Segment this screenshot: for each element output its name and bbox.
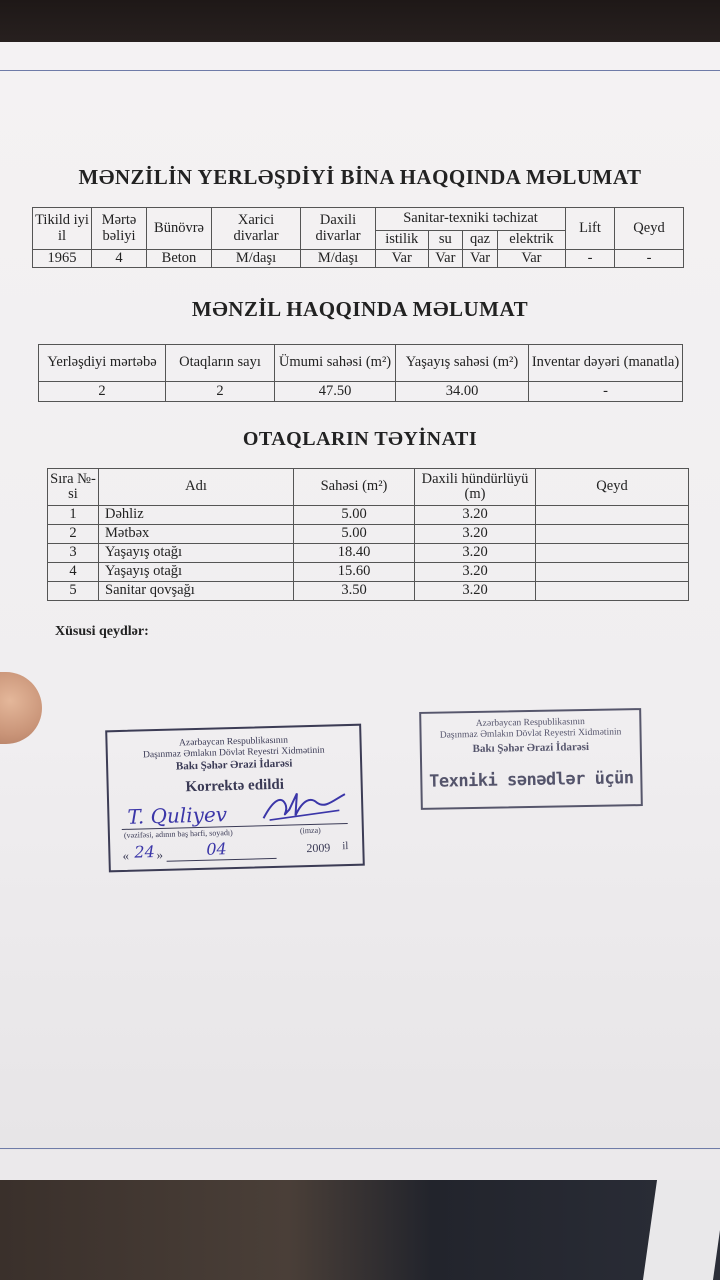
cell-name: Yaşayış otağı <box>99 563 294 582</box>
handwritten-name: T. Quliyev <box>127 802 228 829</box>
sign-caption: (imza) <box>299 825 321 836</box>
background-bottom <box>0 1180 720 1280</box>
cell-no: 4 <box>48 563 99 582</box>
cell-total-area: 47.50 <box>275 382 396 402</box>
header-height: Daxili hündürlüyü (m) <box>415 469 536 506</box>
stamp-line-3: Bakı Şəhər Ərazi İdarəsi <box>175 757 293 773</box>
header-no: Sıra №-si <box>48 469 99 506</box>
paper-corner <box>643 1180 720 1280</box>
building-info-title: MƏNZİLİN YERLƏŞDİYİ BİNA HAQQINDA MƏLUMAT <box>78 165 642 189</box>
cell-room-note <box>536 563 689 582</box>
special-notes-label: Xüsusi qeydlər: <box>55 624 149 639</box>
rooms-table <box>47 468 689 601</box>
cell-room-note <box>536 506 689 525</box>
header-room-note: Qeyd <box>536 469 689 506</box>
header-electric: elektrik <box>497 231 565 250</box>
rooms-purpose-title: OTAQLARIN TƏYİNATI <box>242 428 478 450</box>
apartment-info-table <box>38 344 683 402</box>
cell-electric: Var <box>497 250 565 268</box>
header-built-year: Tikild iyi il <box>33 208 92 250</box>
cell-name: Dəhliz <box>99 506 294 525</box>
cell-no: 1 <box>48 506 99 525</box>
stamp-title: Korrektə edildi <box>185 776 285 796</box>
cell-area: 3.50 <box>294 582 415 601</box>
header-heating: istilik <box>376 231 429 250</box>
handwritten-month: 04 <box>206 839 227 859</box>
date-open-quote: « <box>122 847 130 863</box>
cell-water: Var <box>428 250 463 268</box>
header-floors: Mərtə bəliyi <box>92 208 147 250</box>
position-caption: (vəzifəsi, adının baş hərfi, soyadı) <box>123 828 233 840</box>
cell-foundation: Beton <box>147 250 212 268</box>
cell-inner-walls: M/daşı <box>301 250 376 268</box>
page-bottom-rule <box>0 1148 720 1149</box>
cell-floors: 4 <box>92 250 147 268</box>
header-living-area: Yaşayış sahəsi (m²) <box>396 345 529 382</box>
stamp2-line-2: Daşınmaz Əmlakın Dövlət Reyestri Xidmətinin <box>439 727 622 741</box>
cell-outer-walls: M/daşı <box>212 250 301 268</box>
cell-living-area: 34.00 <box>396 382 529 402</box>
cell-lift: - <box>566 250 615 268</box>
technical-docs-stamp <box>419 708 643 810</box>
stamp-line-1: Azərbaycan Respublikasının <box>178 735 289 749</box>
handwritten-day: 24 <box>134 842 155 862</box>
table-row <box>48 544 689 563</box>
cell-room-note <box>536 544 689 563</box>
correction-stamp <box>105 724 365 873</box>
stamp2-line-3: Bakı Şəhər Ərazi İdarəsi <box>472 740 590 756</box>
cell-height: 3.20 <box>415 563 536 582</box>
header-gas: qaz <box>463 231 498 250</box>
header-outer-walls: Xarici divarlar <box>212 208 301 250</box>
page-top-rule <box>0 70 720 71</box>
cell-floor: 2 <box>39 382 166 402</box>
cell-name: Sanitar qovşağı <box>99 582 294 601</box>
table-row <box>48 525 689 544</box>
cell-no: 3 <box>48 544 99 563</box>
cell-no: 5 <box>48 582 99 601</box>
cell-area: 18.40 <box>294 544 415 563</box>
header-foundation: Bünövrə <box>147 208 212 250</box>
cell-note: - <box>615 250 684 268</box>
stamp2-title: Texniki sənədlər üçün <box>428 768 634 792</box>
date-year: 2009 <box>306 840 331 856</box>
header-water: su <box>428 231 463 250</box>
cell-rooms: 2 <box>166 382 275 402</box>
header-rooms: Otaqların sayı <box>166 345 275 382</box>
date-close-quote: » <box>156 846 164 863</box>
header-lift: Lift <box>566 208 615 250</box>
table-row <box>48 582 689 601</box>
header-area: Sahəsi (m²) <box>294 469 415 506</box>
cell-name: Yaşayış otağı <box>99 544 294 563</box>
cell-height: 3.20 <box>415 582 536 601</box>
cell-gas: Var <box>463 250 498 268</box>
apartment-info-title: MƏNZİL HAQQINDA MƏLUMAT <box>191 297 529 321</box>
header-inner-walls: Daxili divarlar <box>301 208 376 250</box>
table-row <box>48 506 689 525</box>
signature-icon <box>259 788 350 824</box>
cell-room-note <box>536 582 689 601</box>
building-info-table <box>32 207 684 268</box>
cell-inventory-value: - <box>529 382 683 402</box>
header-name: Adı <box>99 469 294 506</box>
stamp-line-2: Daşınmaz Əmlakın Dövlət Reyestri Xidmətinin <box>142 745 325 761</box>
cell-no: 2 <box>48 525 99 544</box>
cell-area: 5.00 <box>294 506 415 525</box>
cell-height: 3.20 <box>415 506 536 525</box>
date-year-suffix: il <box>342 840 349 853</box>
month-underline <box>167 858 277 862</box>
header-floor: Yerləşdiyi mərtəbə <box>39 345 166 382</box>
cell-height: 3.20 <box>415 544 536 563</box>
table-row <box>48 563 689 582</box>
header-sanitary: Sanitar-texniki təchizat <box>376 208 566 231</box>
header-total-area: Ümumi sahəsi (m²) <box>275 345 396 382</box>
stamp2-line-1: Azərbaycan Respublikasının <box>475 717 585 729</box>
cell-area: 15.60 <box>294 563 415 582</box>
header-note: Qeyd <box>615 208 684 250</box>
cell-room-note <box>536 525 689 544</box>
cell-height: 3.20 <box>415 525 536 544</box>
cell-built-year: 1965 <box>33 250 92 268</box>
cell-heating: Var <box>376 250 429 268</box>
header-inventory-value: Inventar dəyəri (manatla) <box>529 345 683 382</box>
cell-name: Mətbəx <box>99 525 294 544</box>
cell-area: 5.00 <box>294 525 415 544</box>
